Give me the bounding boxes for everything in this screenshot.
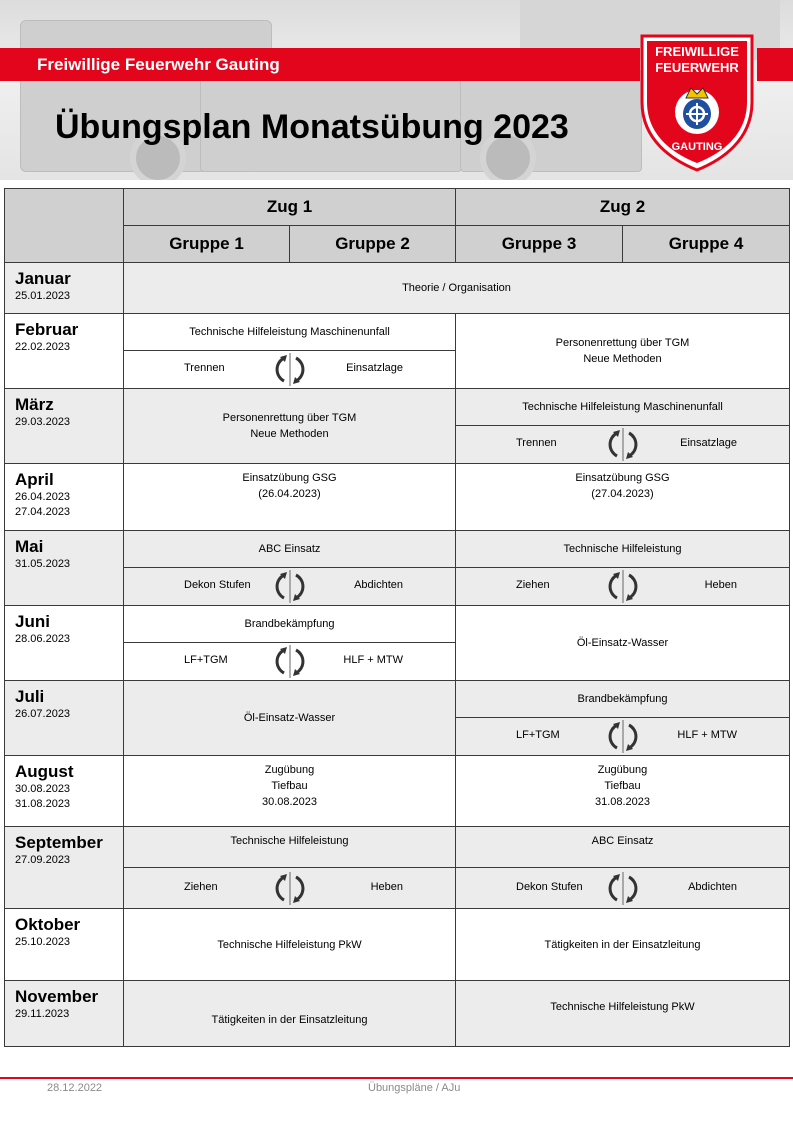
footer-date: 28.12.2022 [47, 1082, 103, 1094]
exercise-cell: ABC Einsatz [124, 531, 456, 568]
rotation-cell [456, 426, 790, 464]
exercise-cell: Öl-Einsatz-Wasser [456, 606, 790, 681]
exercise-line: Tiefbau [271, 780, 308, 792]
month-name: Januar [15, 269, 71, 288]
month-date: 27.04.2023 [15, 506, 71, 518]
rotation-option-a: LF+TGM [516, 729, 560, 741]
exercise-line: Personenrettung über TGM [555, 337, 690, 349]
rotation-option-a: Dekon Stufen [516, 880, 583, 893]
table-row [5, 263, 790, 314]
exercise-line: (27.04.2023) [591, 488, 654, 500]
logo-line-3: GAUTING [671, 141, 723, 153]
exercise-cell [456, 314, 790, 389]
logo-line-1: FREIWILLIGE [655, 44, 739, 59]
month-date: 25.10.2023 [15, 936, 71, 948]
month-date: 31.05.2023 [15, 558, 71, 570]
exercise-cell: Öl-Einsatz-Wasser [124, 681, 456, 756]
table-row [5, 464, 790, 531]
exercise-cell [456, 756, 790, 827]
exercise-cell: ABC Einsatz [456, 827, 790, 868]
group2-header: Gruppe 2 [290, 226, 456, 263]
rotation-option-a: Ziehen [184, 880, 218, 893]
swap-arrows-icon [606, 872, 640, 905]
month-name: März [15, 395, 54, 414]
rotation-cell [124, 351, 456, 389]
table-row [5, 981, 790, 1047]
rotation-option-b: Heben [370, 880, 403, 893]
table-row [5, 606, 790, 643]
month-cell [5, 263, 124, 314]
page-title: Übungsplan Monatsübung 2023 [55, 108, 569, 146]
rotation-option-b: Einsatzlage [346, 362, 403, 374]
rotation-option-b: Heben [704, 579, 737, 591]
logo-line-2: FEUERWEHR [655, 60, 739, 75]
swap-arrows-icon [273, 570, 307, 603]
header-red-bar-right [757, 48, 793, 81]
rotation-option-a: LF+TGM [184, 654, 228, 666]
exercise-cell: Technische Hilfeleistung Maschinenunfall [124, 314, 456, 351]
exercise-line: 31.08.2023 [594, 796, 651, 808]
group3-header: Gruppe 3 [456, 226, 623, 263]
month-date: 29.11.2023 [15, 1008, 70, 1020]
zug1-header: Zug 1 [124, 189, 456, 226]
month-name: April [15, 470, 54, 489]
exercise-line: Neue Methoden [250, 428, 329, 440]
month-cell [5, 827, 124, 909]
exercise-cell: Brandbekämpfung [456, 681, 790, 718]
month-cell [5, 531, 124, 606]
exercise-cell [124, 464, 456, 531]
month-date: 26.07.2023 [15, 708, 71, 720]
rotation-option-b: Einsatzlage [680, 437, 737, 449]
rotation-option-b: HLF + MTW [677, 729, 737, 741]
table-corner [5, 189, 124, 263]
exercise-cell: Theorie / Organisation [124, 263, 790, 314]
month-cell [5, 314, 124, 389]
exercise-line: (26.04.2023) [258, 488, 321, 500]
month-date: 30.08.2023 [15, 783, 71, 795]
swap-arrows-icon [606, 428, 640, 461]
table-row [5, 389, 790, 426]
swap-arrows-icon [606, 720, 640, 753]
exercise-line: Neue Methoden [583, 353, 662, 365]
training-plan-table [4, 188, 790, 1047]
exercise-cell: Brandbekämpfung [124, 606, 456, 643]
month-cell [5, 981, 124, 1047]
swap-arrows-icon [606, 570, 640, 603]
group4-header: Gruppe 4 [623, 226, 790, 263]
month-cell [5, 606, 124, 681]
month-name: Mai [15, 537, 44, 556]
group1-header: Gruppe 1 [124, 226, 290, 263]
rotation-cell [124, 643, 456, 681]
exercise-line: Tiefbau [604, 780, 641, 792]
rotation-cell [456, 568, 790, 606]
exercise-cell: Technische Hilfeleistung PkW [456, 981, 790, 1047]
rotation-option-a: Ziehen [516, 579, 550, 591]
rotation-cell [124, 568, 456, 606]
org-name: Freiwillige Feuerwehr Gauting [37, 55, 280, 74]
footer-text: Übungspläne / AJu [368, 1082, 461, 1094]
exercise-line: Einsatzübung GSG [575, 472, 670, 484]
fire-department-crest-icon [638, 32, 756, 172]
month-name: August [15, 762, 74, 781]
month-cell [5, 389, 124, 464]
month-cell [5, 681, 124, 756]
rotation-cell [124, 868, 456, 909]
month-date: 31.08.2023 [15, 798, 71, 810]
month-cell [5, 909, 124, 981]
month-cell [5, 756, 124, 827]
rotation-option-a: Trennen [516, 437, 557, 449]
month-date: 28.06.2023 [15, 633, 71, 645]
month-name: Juli [15, 687, 45, 706]
table-row [5, 681, 790, 718]
footer-red-line [0, 1077, 793, 1079]
exercise-cell: Technische Hilfeleistung [124, 827, 456, 868]
exercise-cell: Tätigkeiten in der Einsatzleitung [124, 981, 456, 1047]
rotation-option-a: Trennen [184, 362, 225, 374]
exercise-cell [124, 389, 456, 464]
exercise-line: 30.08.2023 [261, 796, 318, 808]
month-date: 27.09.2023 [15, 854, 71, 866]
table-row [5, 909, 790, 981]
swap-arrows-icon [273, 645, 307, 678]
exercise-line: Zugübung [264, 764, 315, 776]
exercise-line: Einsatzübung GSG [242, 472, 337, 484]
table-row [5, 531, 790, 568]
month-name: Oktober [15, 915, 81, 934]
exercise-cell [456, 464, 790, 531]
month-date: 29.03.2023 [15, 416, 71, 428]
swap-arrows-icon [273, 872, 307, 905]
month-date: 26.04.2023 [15, 491, 71, 503]
month-name: Februar [15, 320, 79, 339]
rotation-option-a: Dekon Stufen [184, 579, 251, 591]
month-cell [5, 464, 124, 531]
rotation-option-b: HLF + MTW [343, 654, 403, 666]
month-name: September [15, 833, 103, 852]
rotation-cell [456, 718, 790, 756]
swap-arrows-icon [273, 353, 307, 386]
rotation-cell [456, 868, 790, 909]
month-name: Juni [15, 612, 50, 631]
table-row [5, 827, 790, 868]
table-row [5, 756, 790, 827]
zug2-header: Zug 2 [456, 189, 790, 226]
month-date: 22.02.2023 [15, 341, 71, 353]
month-name: November [15, 987, 99, 1006]
exercise-cell [124, 756, 456, 827]
rotation-option-b: Abdichten [688, 880, 737, 893]
month-date: 25.01.2023 [15, 290, 71, 302]
exercise-cell: Technische Hilfeleistung [456, 531, 790, 568]
exercise-cell: Tätigkeiten in der Einsatzleitung [456, 909, 790, 981]
exercise-cell: Technische Hilfeleistung PkW [124, 909, 456, 981]
exercise-cell: Technische Hilfeleistung Maschinenunfall [456, 389, 790, 426]
table-row [5, 314, 790, 351]
exercise-line: Personenrettung über TGM [222, 412, 357, 424]
exercise-line: Zugübung [597, 764, 648, 776]
rotation-option-b: Abdichten [354, 579, 403, 591]
